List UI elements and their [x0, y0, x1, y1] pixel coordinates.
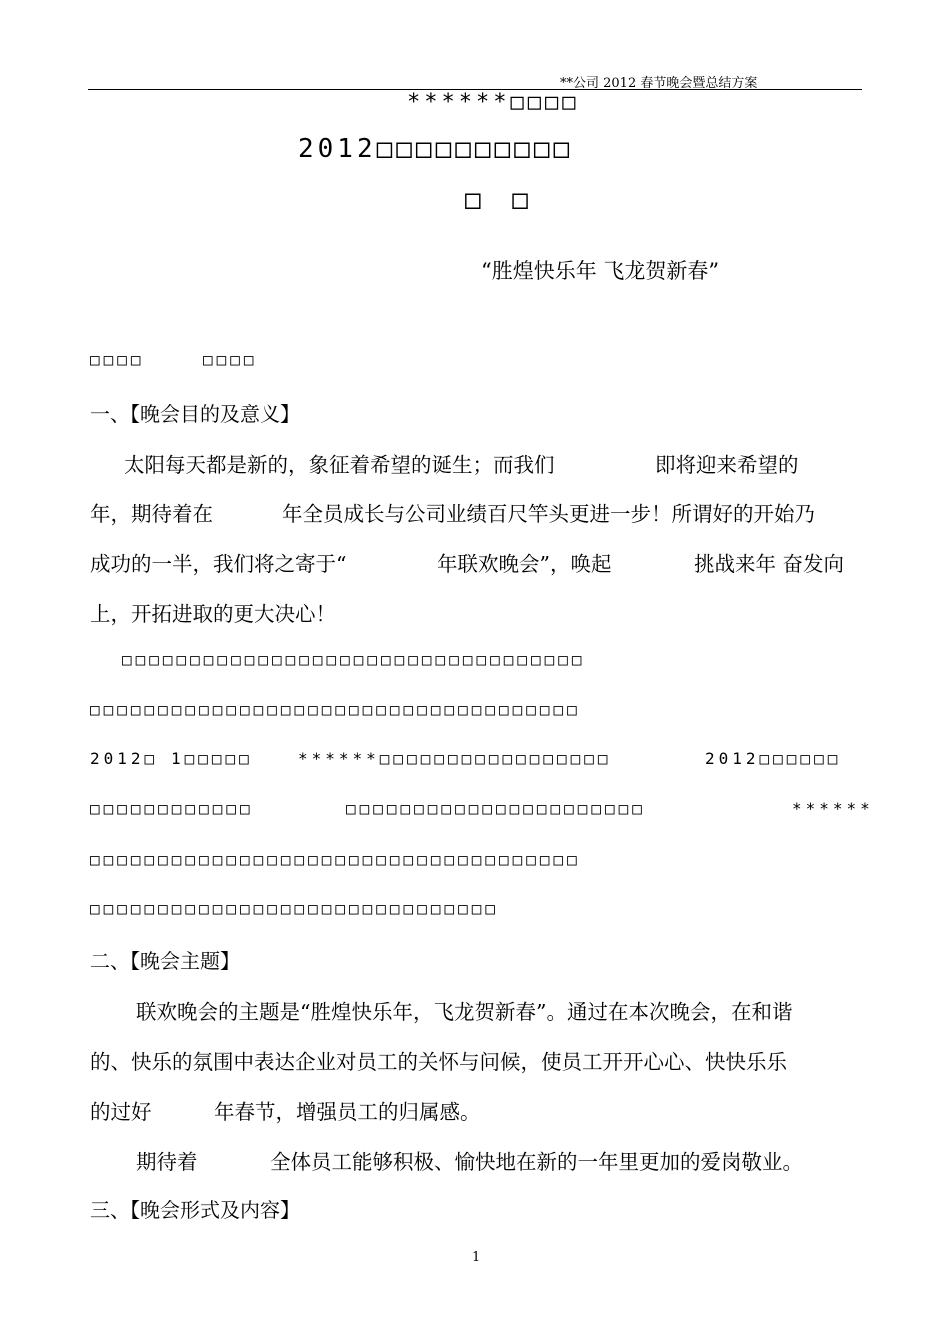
s2-line-3b: 年春节，增强员工的归属感。	[214, 1100, 481, 1124]
title-line-3: □ □	[465, 185, 536, 215]
title-line-1: ******□□□□	[407, 90, 580, 115]
section-3-heading: 三、【晚会形式及内容】	[90, 1198, 300, 1222]
s1-line-4: 上，开拓进取的更大决心！	[90, 602, 336, 626]
s1-line-1a: 太阳每天都是新的，象征着希望的诞生；而我们	[124, 453, 555, 477]
s1-line-3c: 挑战来年 奋发向	[694, 552, 845, 576]
s2-line-4a: 期待着	[136, 1150, 198, 1174]
s1-line-2b: 年全员成长与公司业绩百尺竿头更进一步！所谓好的开始乃	[282, 502, 815, 526]
s1-line-3b: 年联欢晚会”，唤起	[437, 552, 612, 576]
garbled-line-4a: □□□□□□□□□□□□	[90, 799, 254, 818]
meta-left: □□□□	[90, 350, 145, 369]
title-line-2: 2012□□□□□□□□□□	[298, 134, 574, 164]
garbled-line-5: □□□□□□□□□□□□□□□□□□□□□□□□□□□□□□□□□□□□	[90, 850, 581, 869]
meta-right: □□□□	[203, 350, 258, 369]
section-2-heading: 二、【晚会主题】	[90, 949, 240, 973]
section-1-heading: 一、【晚会目的及意义】	[90, 402, 300, 426]
garbled-line-3b: 1□□□□□	[171, 749, 253, 768]
s1-line-1b: 即将迎来希望的	[655, 453, 799, 477]
garbled-line-3a: 2012□	[90, 749, 159, 768]
s1-line-3a: 成功的一半，我们将之寄于“	[90, 552, 347, 576]
garbled-line-2: □□□□□□□□□□□□□□□□□□□□□□□□□□□□□□□□□□□□	[90, 700, 581, 719]
s2-line-1: 联欢晚会的主题是“胜煌快乐年，飞龙贺新春”。通过在本次晚会，在和谐	[136, 1000, 793, 1024]
s1-line-2a: 年，期待着在	[90, 502, 213, 526]
page-number: 1	[472, 1250, 481, 1265]
s2-line-4b: 全体员工能够积极、愉快地在新的一年里更加的爱岗敬业。	[270, 1150, 803, 1174]
garbled-line-4c: ******	[792, 799, 874, 818]
garbled-line-4b: □□□□□□□□□□□□□□□□□□□□□□	[346, 799, 646, 818]
s2-line-3a: 的过好	[90, 1100, 152, 1124]
garbled-line-6: □□□□□□□□□□□□□□□□□□□□□□□□□□□□□□	[90, 899, 499, 918]
slogan: “胜煌快乐年 飞龙贺新春”	[481, 259, 720, 283]
s2-line-2: 的、快乐的氛围中表达企业对员工的关怀与问候，使员工开开心心、快快乐乐	[90, 1050, 787, 1074]
running-header: **公司 2012 春节晚会暨总结方案	[560, 76, 758, 91]
garbled-line-3d: 2012□□□□□□	[705, 749, 842, 768]
garbled-line-1: □□□□□□□□□□□□□□□□□□□□□□□□□□□□□□□□□□	[122, 650, 586, 669]
garbled-line-3c: ******□□□□□□□□□□□□□□□□□	[298, 749, 612, 768]
